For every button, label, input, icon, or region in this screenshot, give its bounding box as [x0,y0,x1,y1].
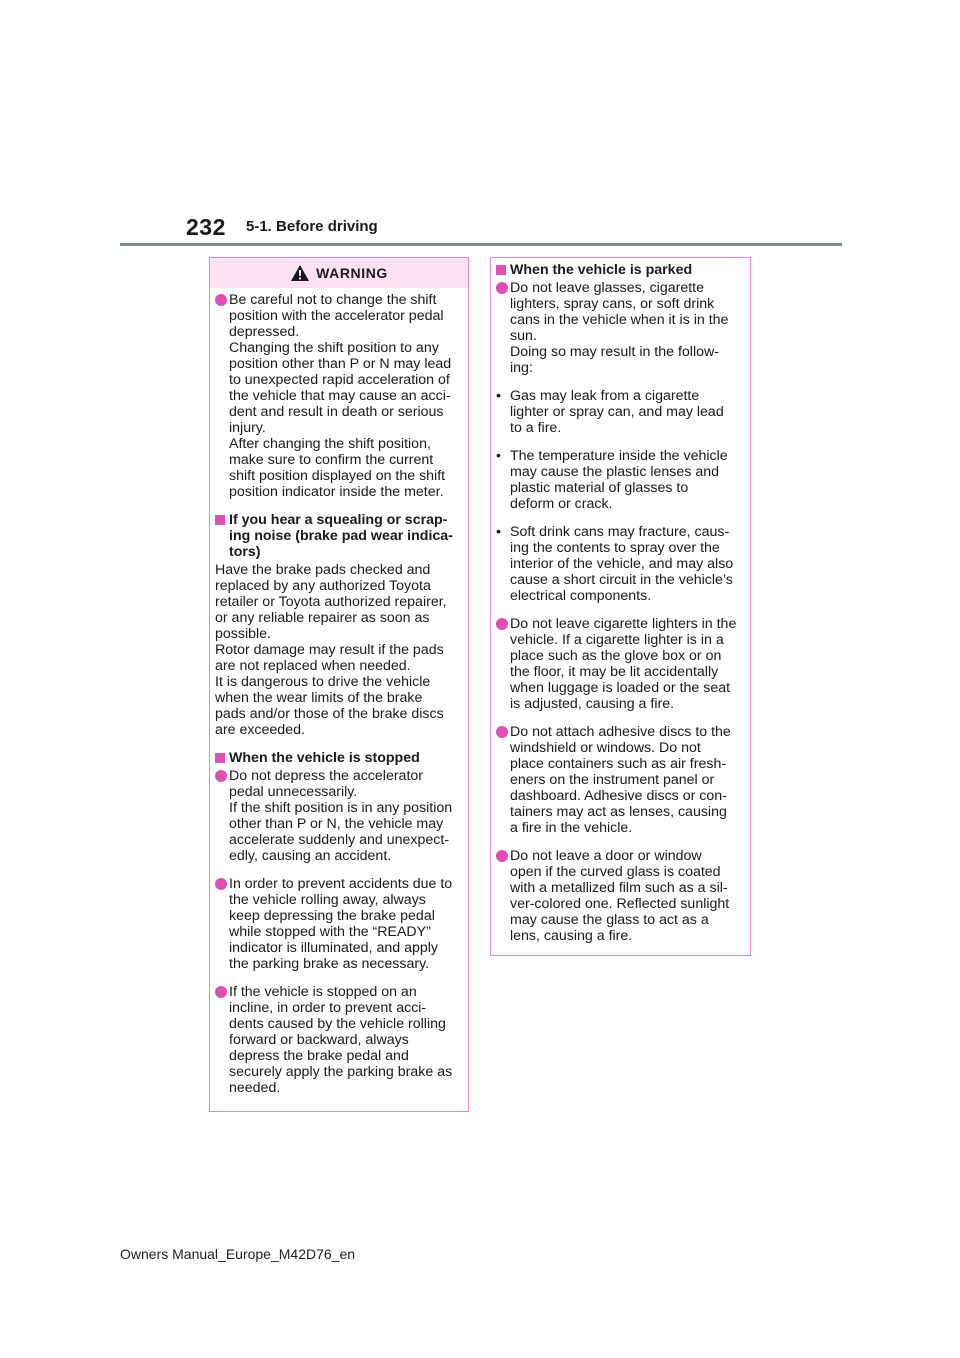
parked-item: Do not attach adhesive discs to the windshield or windows. Do not place containers such as air fresh- eners on the instrument panel or dashboard. Adhesive discs or con- tainers may act as lenses, causing a fire in the vehicle. [496,724,744,836]
footer-text: Owners Manual_Europe_M42D76_en [120,1246,356,1262]
bullet-icon [215,294,227,306]
bullet-icon [215,986,227,998]
warning-item-shift: Be careful not to change the shift position with the accelerator pedal depressed. Changing the shift position to any position other than P or N may lead to unexpected rapid acceleration of the vehicle that may cause an acci- dent and result in death or serious injury. After changing the shift position, make sure to confirm the current shift position displayed on the shift position indicator inside the meter. [215,292,462,500]
stopped-item: Do not depress the accelerator pedal unnecessarily. If the shift position is in any position other than P or N, the vehicle may accelerate suddenly and unexpect- edly, causing an accident. [215,768,462,864]
header-rule [120,243,842,246]
bullet-icon [496,726,508,738]
squeal-heading: If you hear a squealing or scrap- ing noise (brake pad wear indica- tors) [215,512,462,560]
stopped-item: If the vehicle is stopped on an incline, in order to prevent acci- dents caused by the vehicle rolling forward or backward, always depress the brake pedal and securely apply the parking brake as needed. [215,984,462,1096]
warning-title: WARNING [316,265,388,281]
dash-item: • The temperature inside the vehicle may cause the plastic lenses and plastic material of glasses to deform or crack. [496,448,728,512]
bullet-icon [215,878,227,890]
warning-box-left [209,257,469,1112]
stopped-item: In order to prevent accidents due to the vehicle rolling away, always keep depressing the brake pedal while stopped with the “READY” indicator is illuminated, and apply the parking brake as necessary. [215,876,462,972]
square-bullet-icon [496,265,506,275]
dash-item: • Gas may leak from a cigarette lighter or spray can, and may lead to a fire. [496,388,724,436]
bullet-icon [496,618,508,630]
page-number: 232 [186,214,226,240]
section-title: 5-1. Before driving [246,218,378,235]
warning-box-right [490,257,751,956]
parked-item: Do not leave a door or window open if the curved glass is coated with a metallized film such as a sil- ver-colored one. Reflected sunlight may cause the glass to act as a lens, causing a fire. [496,848,744,944]
warning-triangle-icon [290,264,310,282]
warning-header [210,258,468,288]
dot-bullet-icon: • [496,524,501,540]
parked-item: Do not leave glasses, cigarette lighters, spray cans, or soft drink cans in the vehicle when it is in the sun. Doing so may result in the follow- ing: [496,280,744,376]
bullet-icon [496,282,508,294]
dash-item: • Soft drink cans may fracture, caus- ing the contents to spray over the interior of the vehicle, and may also cause a short circuit in the vehicle’s electrical components. [496,524,734,604]
squeal-text: Have the brake pads checked and replaced by any authorized Toyota retailer or Toyota authorized repairer, or any reliable repairer as soon as possible. Rotor damage may result if the pads are not replaced when needed. It is dangerous to drive the vehicle when the wear limits of the brake pads and/or those of the brake discs are exceeded. [215,562,447,738]
parked-heading: When the vehicle is parked [496,262,744,278]
dot-bullet-icon: • [496,388,501,404]
square-bullet-icon [215,753,225,763]
dot-bullet-icon: • [496,448,501,464]
square-bullet-icon [215,515,225,525]
parked-item: Do not leave cigarette lighters in the vehicle. If a cigarette lighter is in a place such as the glove box or on the floor, it may be lit accidentally when luggage is loaded or the seat is adjusted, causing a fire. [496,616,744,712]
stopped-heading: When the vehicle is stopped [215,750,462,766]
bullet-icon [215,770,227,782]
bullet-icon [496,850,508,862]
